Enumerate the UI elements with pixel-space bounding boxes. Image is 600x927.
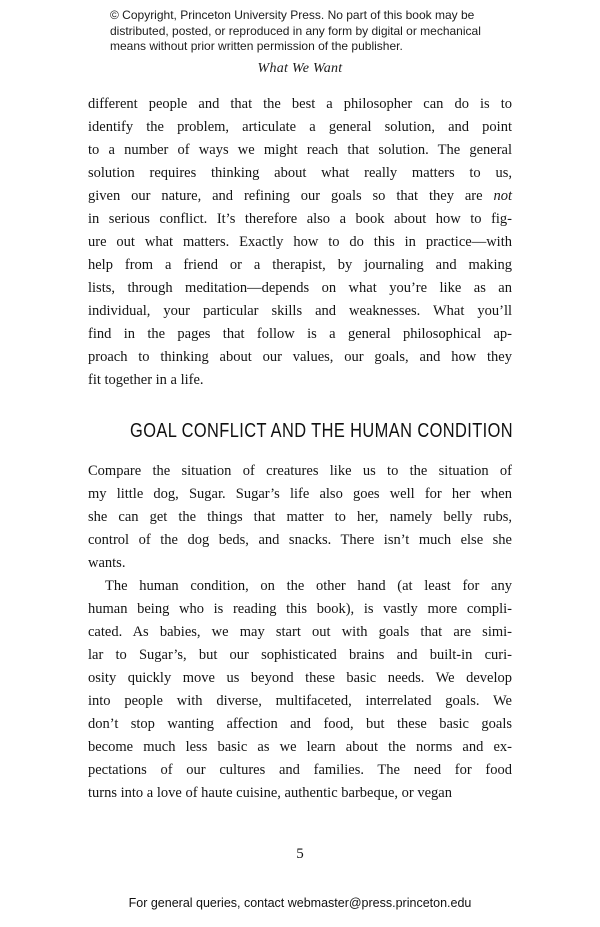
text-line: wants. [88, 555, 126, 571]
text-line: fit together in a life. [88, 372, 204, 388]
text-line: into people with diverse, multifaceted, interrelated goals. We [88, 693, 512, 709]
text-line: distributed, posted, or reproduced in any form by digital or mechanical [110, 23, 481, 38]
text-line: lar to Sugar’s, but our sophisticated brains and built-in curi- [88, 647, 512, 663]
text-line: in serious conflict. It’s therefore also a book about how to fig- [88, 211, 512, 227]
text-line: lists, through meditation—depends on what you’re like as an [88, 280, 512, 296]
running-header: What We Want [257, 61, 343, 76]
text-line: Compare the situation of creatures like us to the situation of [88, 463, 512, 479]
footer-contact-line: For general queries, contact webmaster@press.princeton.edu [128, 896, 472, 910]
paragraph [88, 460, 512, 575]
page-body [88, 93, 512, 805]
text-line: help from a friend or a therapist, by journaling and making [88, 257, 512, 273]
text-line: don’t stop wanting affection and food, but these basic goals [88, 716, 512, 732]
text-line: human being who is reading this book), is vastly more compli- [88, 601, 512, 617]
section-heading [88, 419, 512, 443]
section-heading-text: GOAL CONFLICT AND THE HUMAN CONDITION [130, 420, 514, 442]
paragraph [88, 575, 512, 805]
text-line: become much less basic as we learn about the norms and ex- [88, 739, 512, 755]
italic-text: not [493, 188, 512, 204]
text-line: control of the dog beds, and snacks. There isn’t much else she [88, 532, 512, 548]
text-line: osity quickly move us beyond these basic needs. We develop [88, 670, 512, 686]
text-line: identify the problem, articulate a general solution, and point [88, 119, 512, 135]
text-line: turns into a love of haute cuisine, authentic barbeque, or vegan [88, 785, 452, 801]
text-line: individual, your particular skills and weaknesses. What you’ll [88, 303, 512, 319]
paragraph [88, 93, 512, 392]
text-line: pectations of our cultures and families. The need for food [88, 762, 512, 778]
text-line: cated. As babies, we may start out with goals that are simi- [88, 624, 512, 640]
text-line: she can get the things that matter to her, namely belly rubs, [88, 509, 512, 525]
text-line: to a number of ways we might reach that solution. The general [88, 142, 512, 158]
text-line: ure out what matters. Exactly how to do this in practice—with [88, 234, 512, 250]
text-line: means without prior written permission of the publisher. [110, 39, 403, 53]
text-line: © Copyright, Princeton University Press. No part of this book may be [110, 8, 475, 22]
text-line: my little dog, Sugar. Sugar’s life also goes well for her when [88, 486, 512, 502]
text-line: solution requires thinking about what really matters to us, [88, 165, 512, 181]
text-line: find in the pages that follow is a general philosophical ap- [88, 326, 512, 342]
text-line: different people and that the best a philosopher can do is to [88, 96, 512, 112]
text-line: proach to thinking about our values, our goals, and how they [88, 349, 512, 365]
copyright-notice [110, 8, 520, 55]
text-line: The human condition, on the other hand (at least for any [105, 578, 512, 594]
page-number: 5 [296, 846, 304, 862]
text-line: given our nature, and refining our goals so that they are not [88, 188, 512, 204]
